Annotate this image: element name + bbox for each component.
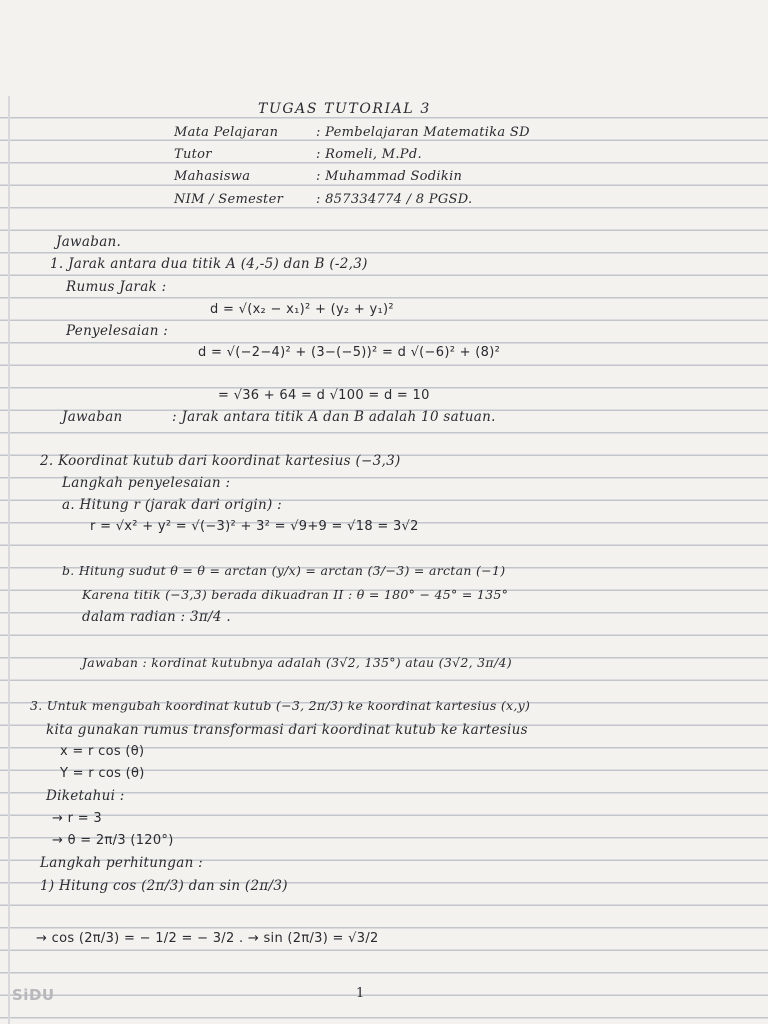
q3-diketahui: Diketahui :: [46, 788, 125, 804]
margin-line: [8, 96, 10, 1024]
q3-result: → cos (2π/3) = − 1/2 = − 3/2 . → sin (2π/3) = √3/2: [36, 931, 379, 946]
q2-heading: 2. Koordinat kutub dari koordinat kartesius (−3,3): [40, 453, 401, 469]
q1-formula: d = √(x₂ − x₁)² + (y₂ + y₁)²: [210, 302, 394, 317]
q3-r-value: → r = 3: [52, 811, 102, 826]
q1-step2: = √36 + 64 = d √100 = d = 10: [218, 388, 430, 403]
q1-answer: : Jarak antara titik A dan B adalah 10 satuan.: [172, 409, 496, 425]
q1-penyelesaian-label: Penyelesaian :: [66, 323, 169, 339]
page-title: TUGAS TUTORIAL 3: [258, 101, 431, 117]
header-label-nim: NIM / Semester: [174, 192, 284, 207]
q3-formula-y: Y = r cos (θ): [60, 766, 145, 781]
q1-heading: 1. Jarak antara dua titik A (4,-5) dan B (-2,3): [50, 256, 368, 272]
notebook-brand-logo: SiDU: [12, 986, 55, 1004]
q3-langkah: Langkah perhitungan :: [40, 855, 203, 871]
header-label-subject: Mata Pelajaran: [174, 125, 279, 140]
jawaban-heading: Jawaban.: [56, 234, 122, 250]
header-value-student: : Muhammad Sodikin: [316, 169, 463, 184]
q3-line2: kita gunakan rumus transformasi dari koordinat kutub ke kartesius: [46, 722, 528, 738]
header-label-student: Mahasiswa: [174, 169, 251, 184]
q3-formula-x: x = r cos (θ): [60, 744, 145, 759]
page-number: 1: [356, 986, 365, 1001]
q2-b-label: b. Hitung sudut θ = θ = arctan (y/x) = arctan (3/−3) = arctan (−1): [62, 563, 506, 578]
q3-theta-value: → θ = 2π/3 (120°): [52, 833, 174, 848]
q2-a-label: a. Hitung r (jarak dari origin) :: [62, 497, 282, 513]
header-value-subject: : Pembelajaran Matematika SD: [316, 125, 530, 140]
q2-answer: Jawaban : kordinat kutubnya adalah (3√2, 135°) atau (3√2, 3π/4): [82, 655, 512, 670]
q2-langkah: Langkah penyelesaian :: [62, 475, 231, 491]
q2-b-line3: dalam radian : 3π/4 .: [82, 609, 231, 625]
q1-step1: d = √(−2−4)² + (3−(−5))² = d √(−6)² + (8)²: [198, 345, 501, 360]
q3-step1: 1) Hitung cos (2π/3) dan sin (2π/3): [40, 878, 288, 894]
q1-answer-label: Jawaban: [62, 409, 123, 425]
header-value-nim: : 857334774 / 8 PGSD.: [316, 192, 473, 207]
header-label-tutor: Tutor: [174, 147, 212, 162]
header-value-tutor: : Romeli, M.Pd.: [316, 147, 422, 162]
q1-rumus-label: Rumus Jarak :: [66, 279, 167, 295]
q2-a-formula: r = √x² + y² = √(−3)² + 3² = √9+9 = √18 = 3√2: [90, 519, 419, 534]
q3-heading: 3. Untuk mengubah koordinat kutub (−3, 2π/3) ke koordinat kartesius (x,y): [30, 698, 531, 713]
q2-b-line2: Karena titik (−3,3) berada dikuadran II : θ = 180° − 45° = 135°: [82, 587, 509, 602]
